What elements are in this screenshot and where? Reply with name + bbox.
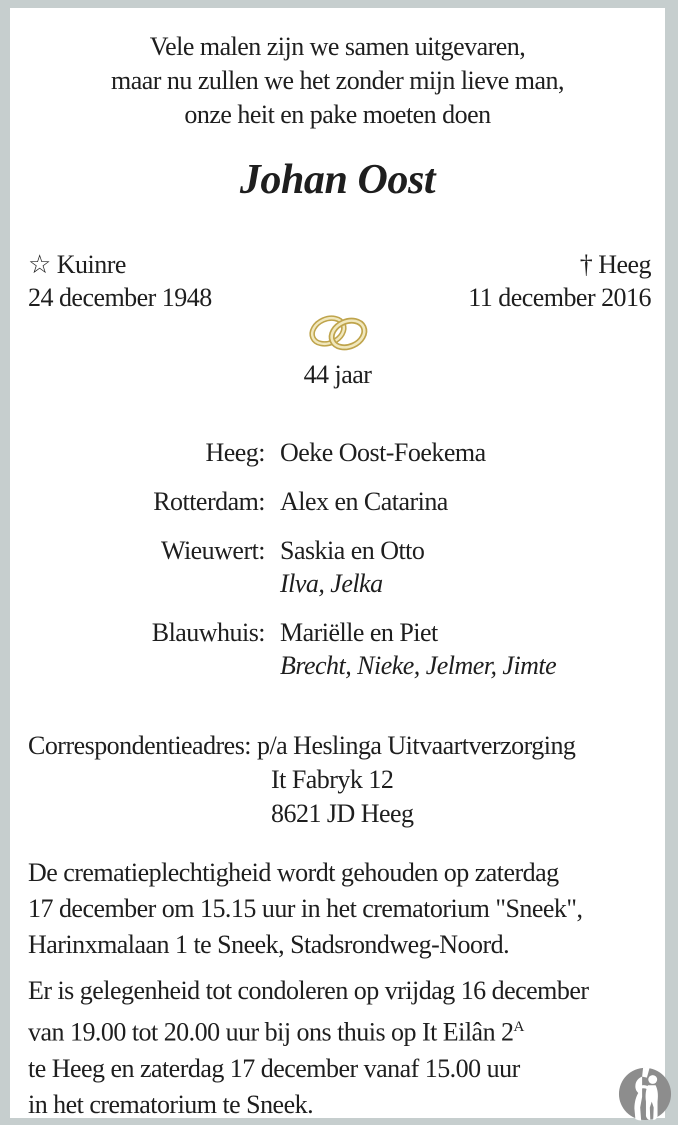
verse-line-1: Vele malen zijn we samen uitgevaren,: [149, 32, 526, 61]
family-children: Ilva, Jelka: [280, 569, 383, 598]
birth-star-icon: ☆: [28, 250, 51, 279]
family-place: Wieuwert:: [160, 536, 265, 565]
birth-place-line: [28, 248, 212, 281]
correspondence-block: [28, 729, 659, 831]
family-place: Heeg:: [205, 438, 265, 467]
correspondence-care-of: p/a Heslinga Uitvaartverzorging: [257, 731, 576, 760]
family-row: [28, 436, 655, 469]
death-place-line: [468, 248, 651, 281]
correspondence-street: It Fabryk 12: [271, 765, 394, 794]
family-names: Mariëlle en Piet: [280, 618, 438, 647]
family-row: [28, 485, 655, 518]
correspondence-line-1: [28, 729, 659, 763]
family-row: [28, 616, 655, 649]
house-number-suffix: A: [513, 1019, 525, 1035]
death-date: 11 december 2016: [468, 283, 651, 312]
condolence-line-1: Er is gelegenheid tot condoleren op vrijdag 16 december: [28, 976, 589, 1005]
death-cross-icon: †: [579, 250, 593, 279]
death-info: [468, 248, 651, 314]
wedding-rings-icon: [10, 306, 665, 363]
death-place: Heeg: [598, 250, 651, 279]
family-names: Alex en Catarina: [280, 487, 448, 516]
correspondence-label: Correspondentieadres:: [28, 731, 252, 760]
notice-sheet: [10, 8, 665, 1118]
condolence-line-3: te Heeg en zaterdag 17 december vanaf 15.00 uur: [28, 1053, 520, 1083]
family-names: Saskia en Otto: [280, 536, 425, 565]
correspondence-postal-city: 8621 JD Heeg: [271, 799, 414, 828]
cremation-line-1: De crematieplechtigheid wordt gehouden op zaterdag: [28, 858, 559, 887]
opening-verse: [10, 30, 665, 132]
verse-line-3: onze heit en pake moeten doen: [184, 100, 491, 129]
cremation-line-2: 17 december om 15.15 uur in het crematorium "Sneek",: [28, 894, 583, 923]
birth-place: Kuinre: [56, 250, 126, 279]
family-names: Oeke Oost-Foekema: [280, 438, 486, 467]
birth-date: 24 december 1948: [28, 283, 212, 312]
birth-info: [28, 248, 212, 314]
birth-death-row: [28, 248, 651, 314]
family-place: Rotterdam:: [153, 487, 265, 516]
publisher-logo-icon: [618, 1064, 672, 1122]
family-list: [28, 436, 655, 682]
family-row: [28, 534, 655, 567]
verse-line-2: maar nu zullen we het zonder mijn lieve man,: [111, 66, 564, 95]
condolence-line-2: van 19.00 tot 20.00 uur bij ons thuis op It Eilân $2^A$: [28, 1017, 525, 1047]
deceased-name: Johan Oost: [239, 157, 436, 203]
marriage-years: 44 jaar: [303, 360, 372, 389]
condolence-paragraph: [28, 973, 661, 1123]
family-place: Blauwhuis:: [151, 618, 265, 647]
family-children: Brecht, Nieke, Jelmer, Jimte: [280, 651, 557, 680]
cremation-paragraph: [28, 855, 661, 963]
condolence-line-4: in het crematorium te Sneek.: [28, 1089, 314, 1119]
cremation-line-3: Harinxmalaan 1 te Sneek, Stadsrondweg-Noord.: [28, 930, 510, 959]
